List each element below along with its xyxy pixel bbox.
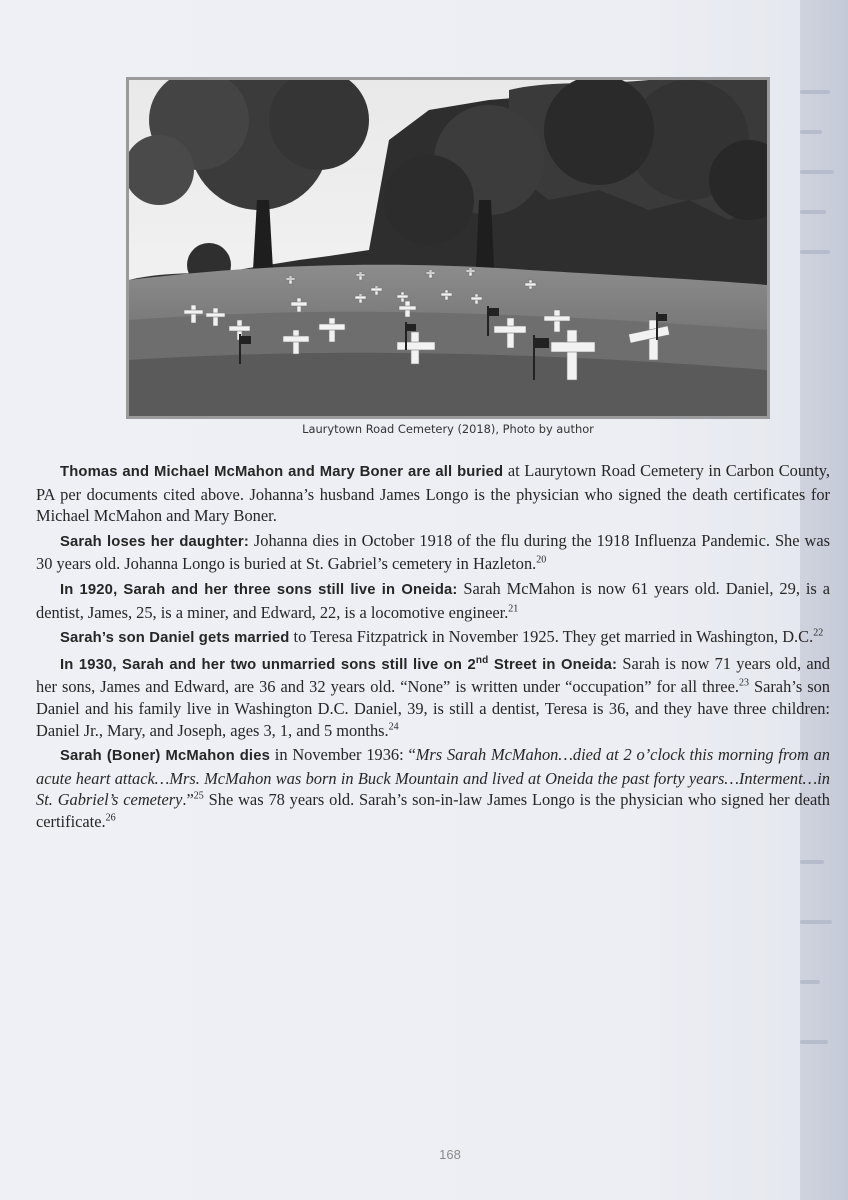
body-text xyxy=(36,460,830,836)
paragraph-lead: Sarah (Boner) McMahon dies xyxy=(60,748,270,765)
paragraph-marriage xyxy=(36,626,830,650)
paragraph-lead: Sarah’s son Daniel gets married xyxy=(60,630,290,647)
obituary-quote: Mrs Sarah McMahon…died at 2 o’clock this morning from an acute heart attack…Mrs. McMahon was born in Buck Mountain and lived at Oneida the past forty years…Interment…in St. Gabriel’s cemetery xyxy=(36,745,830,810)
footnote-ref: 24 xyxy=(388,721,399,733)
paragraph-text: Sarah’s son Daniel and his family live in Washington D.C. Daniel, 39, is still a dentist, Teresa is 36, and they have three children: Daniel Jr., Mary, and Joseph, ages 3, 1, and 5 months. xyxy=(36,677,830,740)
paragraph-text: Sarah McMahon is now 61 years old. Daniel, 29, is a dentist, James, 25, is a miner, and Edward, 22, is a locomotive engineer. xyxy=(36,578,830,622)
paragraph-text: Sarah is now 71 years old, and her sons, James and Edward, are 36 and 32 years old. “None” is written under “occupation” for all three. xyxy=(36,653,830,697)
footnote-ref: 26 xyxy=(105,812,116,824)
lead-part: In 1930, Sarah and her two unmarried sons still live on 2 xyxy=(60,656,476,673)
paragraph-text: at Laurytown Road Cemetery in Carbon County, PA per documents cited above. Johanna’s husband James Longo is the physician who signed the death certificates for Michael McMahon and Mary Boner. xyxy=(36,461,830,526)
paragraph-text: .” xyxy=(182,790,194,810)
footnote-ref: 20 xyxy=(536,554,547,566)
paragraph-lead: In 1920, Sarah and her three sons still live in Oneida: xyxy=(60,581,458,598)
footnote-ref: 21 xyxy=(508,603,519,615)
footnote-ref: 23 xyxy=(738,677,749,689)
paragraph-death xyxy=(36,744,830,832)
cemetery-photo xyxy=(126,77,770,419)
paragraph-text: She was 78 years old. Sarah’s son-in-law James Longo is the physician who signed her death certificate. xyxy=(36,790,830,831)
paragraph-text: in November 1936: “ xyxy=(269,745,416,765)
paragraph-text: Johanna dies in October 1918 of the flu during the 1918 Influenza Pandemic. She was 30 years old. Johanna Longo is buried at St. Gabriel’s cemetery in Hazleton. xyxy=(36,530,830,574)
paragraph-lead: Thomas and Michael McMahon and Mary Boner are all buried xyxy=(60,464,504,480)
paragraph-1930 xyxy=(36,653,830,741)
paragraph-lead xyxy=(60,654,618,673)
paragraph-lead: Sarah loses her daughter: xyxy=(60,533,249,550)
paragraph-text: to Teresa Fitzpatrick in November 1925. They get married in Washington, D.C. xyxy=(289,627,814,647)
ordinal-suffix: nd xyxy=(475,654,489,666)
paragraph-daughter xyxy=(36,530,830,575)
photo-caption: Laurytown Road Cemetery (2018), Photo by author xyxy=(302,422,594,436)
footnote-ref: 25 xyxy=(193,790,204,802)
footnote-ref: 22 xyxy=(813,627,824,639)
cemetery-photo-icon xyxy=(129,80,767,416)
page-number: 168 xyxy=(439,1147,461,1162)
paragraph-burials xyxy=(36,460,830,527)
paragraph-1920 xyxy=(36,578,830,623)
lead-part: Street in Oneida: xyxy=(488,656,618,673)
